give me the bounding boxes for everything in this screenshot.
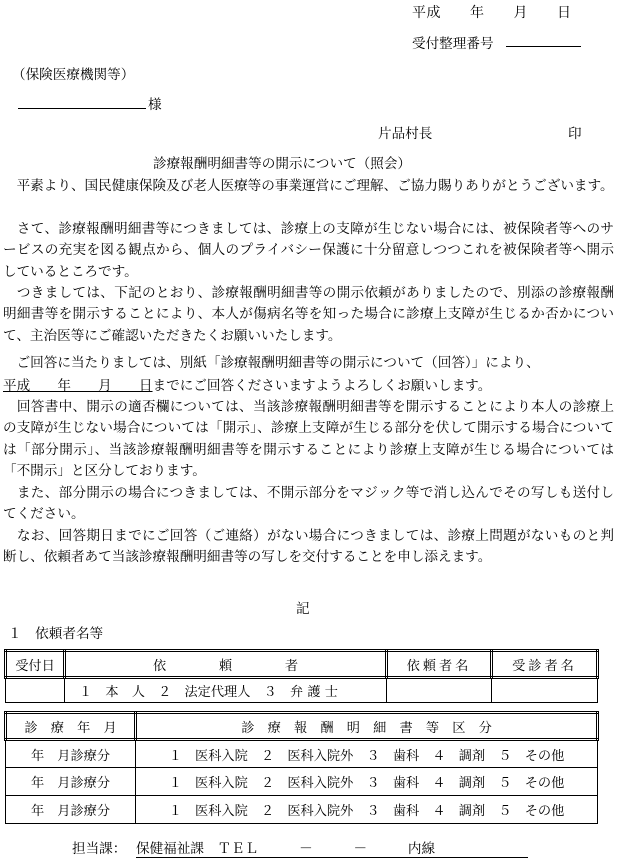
deadline-date: 平成 年 月 日 bbox=[3, 378, 153, 394]
header-requester: 依 頼 者 bbox=[65, 651, 387, 678]
receipt-number-blank bbox=[506, 46, 581, 47]
header-requester-name: 依頼者名 bbox=[387, 651, 492, 678]
header-receipt-date: 受付日 bbox=[6, 651, 65, 678]
header-statement-category: 診 療 報 酬 明 細 書 等 区 分 bbox=[136, 713, 598, 740]
paragraph-greeting: 平素より、国民健康保険及び老人医療等の事業運営にご理解、ご協力賜りありがとうございます。 bbox=[3, 178, 614, 194]
cell-receipt-date[interactable] bbox=[6, 678, 65, 703]
institution-label: （保険医療機関等） bbox=[12, 67, 135, 83]
cell-statement-category[interactable]: １ 医科入院 ２ 医科入院外 ３ 歯科 ４ 調剤 ５ その他 bbox=[136, 768, 598, 796]
document-title: 診療報酬明細書等の開示について（照会） bbox=[153, 156, 412, 172]
paragraph-request: つきましては、下記のとおり、診療報酬明細書等の開示依頼がありましたので、別添の診療報酬明細書等を開示することにより、本人が傷病名等を知った場合に診療上支障が生じるか否かについて、主治医等にご確認いただきたくお願いいたします。 bbox=[3, 285, 614, 344]
cell-treatment-month[interactable]: 年 月診療分 bbox=[6, 768, 136, 796]
cell-treatment-month[interactable]: 年 月診療分 bbox=[6, 740, 136, 768]
paragraph-answer-method: ご回答に当たりましては、別紙「診療報酬明細書等の開示について（回答）」により、 bbox=[3, 355, 540, 371]
cell-patient-name[interactable] bbox=[492, 678, 598, 703]
cell-statement-category[interactable]: １ 医科入院 ２ 医科入院外 ３ 歯科 ４ 調剤 ５ その他 bbox=[136, 796, 598, 824]
receipt-number-label: 受付整理番号 bbox=[412, 36, 494, 52]
sama-label: 様 bbox=[148, 97, 162, 113]
sender-name: 片品村長 bbox=[378, 126, 433, 142]
cell-statement-category[interactable]: １ 医科入院 ２ 医科入院外 ３ 歯科 ４ 調剤 ５ その他 bbox=[136, 740, 598, 768]
header-treatment-month: 診 療 年 月 bbox=[6, 713, 136, 740]
paragraph-partial-disclosure: また、部分開示の場合につきましては、不開示部分をマジック等で消し込んでその写しも送付してください。 bbox=[3, 485, 614, 523]
seal-mark: 印 bbox=[568, 126, 582, 142]
addressee-blank bbox=[18, 108, 146, 109]
footer-contact: 保健福祉課 ＴＥＬ － － 内線 bbox=[136, 837, 528, 858]
header-patient-name: 受診者名 bbox=[492, 651, 598, 678]
cell-requester-type[interactable]: １ 本 人 ２ 法定代理人 ３ 弁 護 士 bbox=[65, 678, 387, 703]
paragraph-deadline bbox=[3, 374, 491, 394]
requester-table bbox=[4, 649, 599, 703]
paragraph-disclosure-categories: 回答書中、開示の適否欄については、当該診療報酬明細書等を開示することにより本人の診療上の支障が生じない場合については「開示」、診療上支障が生じる部分を伏して開示する場合については「部分開示」、当該診療報酬明細書等を開示することにより診療上支障が生じる場合については「不開示」と区分しております。 bbox=[3, 399, 614, 479]
date-field: 平成 年 月 日 bbox=[412, 5, 572, 21]
paragraph-background: さて、診療報酬明細書等につきましては、診療上の支障が生じない場合には、被保険者等へのサービスの充実を図る観点から、個人のプライバシー保護に十分留意しつつこれを被保険者等へ開示しているところです。 bbox=[3, 221, 614, 280]
statement-table bbox=[4, 711, 599, 824]
cell-requester-name[interactable] bbox=[387, 678, 492, 703]
deadline-text: までにご回答くださいますようよろしくお願いします。 bbox=[152, 378, 492, 394]
cell-treatment-month[interactable]: 年 月診療分 bbox=[6, 796, 136, 824]
section-requester-heading: １ 依頼者名等 bbox=[8, 626, 104, 642]
paragraph-no-reply: なお、回答期日までにご回答（ご連絡）がない場合につきましては、診療上問題がないものと判断し、依頼者あて当該診療報酬明細書等の写しを交付することを申し添えます。 bbox=[3, 528, 614, 566]
ki-heading: 記 bbox=[296, 601, 310, 617]
footer-label: 担当課： bbox=[72, 841, 127, 857]
